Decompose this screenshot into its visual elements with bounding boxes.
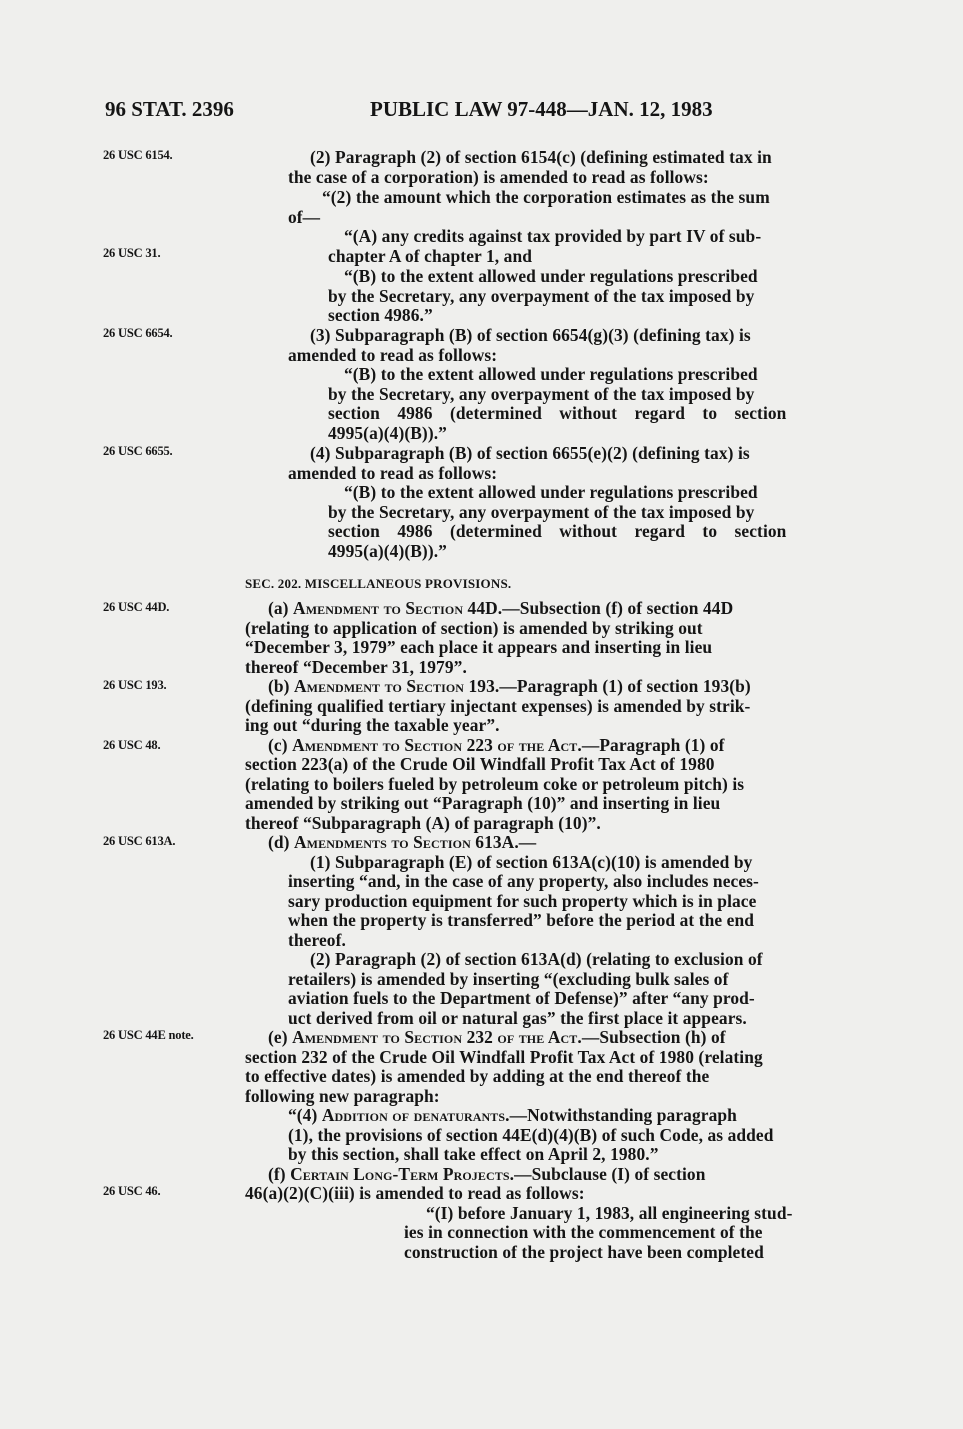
text-line: (b) Amendment to Section 193.—Paragraph (1) of section 193(b) [268, 676, 751, 696]
text-line: (a) Amendment to Section 44D.—Subsection (f) of section 44D [268, 598, 734, 618]
text-line: construction of the project have been completed [404, 1242, 764, 1262]
text-line: sary production equipment for such property which is in place [288, 891, 757, 911]
text-line: (1) Subparagraph (E) of section 613A(c)(10) is amended by [310, 852, 753, 872]
text-line: retailers) is amended by inserting “(excluding bulk sales of [288, 969, 729, 989]
text-line: chapter A of chapter 1, and [328, 246, 532, 266]
subsection-heading: Amendment to Section 223 of the Act. [292, 735, 582, 755]
text-line: by the Secretary, any overpayment of the tax imposed by [328, 384, 755, 404]
text-line: (defining qualified tertiary injectant expenses) is amended by strik- [245, 696, 751, 716]
text-line: “(4) Addition of denaturants.—Notwithstanding paragraph [288, 1105, 737, 1125]
text-line: section 232 of the Crude Oil Windfall Profit Tax Act of 1980 (relating [245, 1047, 763, 1067]
margin-citation: 26 USC 6154. [103, 148, 173, 162]
text-line: (2) Paragraph (2) of section 6154(c) (defining estimated tax in [310, 147, 772, 167]
text-line: “(A) any credits against tax provided by part IV of sub- [344, 226, 762, 246]
stat-page-number: 96 STAT. 2396 [105, 97, 234, 121]
margin-citation: 26 USC 46. [103, 1184, 161, 1198]
margin-citation: 26 USC 44E note. [103, 1028, 194, 1042]
margin-citation: 26 USC 193. [103, 678, 167, 692]
text-line: by this section, shall take effect on April 2, 1980.” [288, 1144, 659, 1164]
section-heading: SEC. 202. MISCELLANEOUS PROVISIONS. [245, 576, 512, 591]
text-line: (f) Certain Long-Term Projects.—Subclause (I) of section [268, 1164, 706, 1184]
text-line: “(2) the amount which the corporation estimates as the sum [322, 187, 770, 207]
text-line: (relating to application of section) is amended by striking out [245, 618, 703, 638]
text-line: thereof. [288, 930, 346, 950]
text-line: to effective dates) is amended by adding at the end thereof the [245, 1066, 710, 1086]
text-line: (1), the provisions of section 44E(d)(4)(B) of such Code, as added [288, 1125, 774, 1145]
text-line: (c) Amendment to Section 223 of the Act.—Paragraph (1) of [268, 735, 725, 755]
text-line: by the Secretary, any overpayment of the tax imposed by [328, 286, 755, 306]
text-line: amended to read as follows: [288, 463, 498, 483]
text-line: uct derived from oil or natural gas” the first place it appears. [288, 1008, 747, 1028]
subsection-heading: Amendment to Section 193. [294, 676, 500, 696]
text-line: aviation fuels to the Department of Defense)” after “any prod- [288, 988, 755, 1008]
text-line: “(B) to the extent allowed under regulations prescribed [344, 266, 758, 286]
text-line: ing out “during the taxable year”. [245, 715, 500, 735]
text-line: “(B) to the extent allowed under regulations prescribed [344, 364, 758, 384]
text-line: “December 3, 1979” each place it appears and inserting in lieu [245, 637, 713, 657]
text-line: by the Secretary, any overpayment of the tax imposed by [328, 502, 755, 522]
text-line: (2) Paragraph (2) of section 613A(d) (relating to exclusion of [310, 949, 763, 969]
margin-citation: 26 USC 613A. [103, 834, 176, 848]
text-line: (3) Subparagraph (B) of section 6654(g)(3) (defining tax) is [310, 325, 751, 345]
text-line: amended by striking out “Paragraph (10)” and inserting in lieu [245, 793, 721, 813]
text-line: amended to read as follows: [288, 345, 498, 365]
margin-citation: 26 USC 6655. [103, 444, 173, 458]
subsection-heading: Certain Long-Term Projects. [290, 1164, 515, 1184]
text-line: (e) Amendment to Section 232 of the Act.—Subsection (h) of [268, 1027, 726, 1047]
text-line: section 4986 (determined without regard to section [328, 521, 787, 541]
text-line: thereof “Subparagraph (A) of paragraph (10)”. [245, 813, 601, 833]
text-line: thereof “December 31, 1979”. [245, 657, 467, 677]
text-line: (relating to boilers fueled by petroleum coke or petroleum pitch) is [245, 774, 745, 794]
margin-citation: 26 USC 31. [103, 246, 161, 260]
text-line: section 4986.” [328, 305, 433, 325]
text-line: the case of a corporation) is amended to read as follows: [288, 167, 709, 187]
text-line: when the property is transferred” before the period at the end [288, 910, 755, 930]
public-law-title: PUBLIC LAW 97-448—JAN. 12, 1983 [370, 97, 713, 121]
text-line: (d) Amendments to Section 613A.— [268, 832, 537, 852]
subsection-heading: Amendments to Section 613A. [294, 832, 519, 852]
text-line: “(I) before January 1, 1983, all engineering stud- [426, 1203, 793, 1223]
text-line: 4995(a)(4)(B)).” [328, 423, 447, 443]
text-line: of— [288, 207, 321, 227]
subsection-heading: Amendment to Section 232 of the Act. [292, 1027, 582, 1047]
text-line: section 4986 (determined without regard to section [328, 403, 787, 423]
text-line: 46(a)(2)(C)(iii) is amended to read as follows: [245, 1183, 585, 1203]
paragraph-heading: Addition of denaturants. [321, 1105, 510, 1125]
subsection-heading: Amendment to Section 44D. [293, 598, 503, 618]
text-line: inserting “and, in the case of any property, also includes neces- [288, 871, 759, 891]
margin-citation: 26 USC 48. [103, 738, 161, 752]
text-line: “(B) to the extent allowed under regulations prescribed [344, 482, 758, 502]
text-line: section 223(a) of the Crude Oil Windfall Profit Tax Act of 1980 [245, 754, 715, 774]
text-line: ies in connection with the commencement of the [404, 1222, 763, 1242]
text-line: (4) Subparagraph (B) of section 6655(e)(2) (defining tax) is [310, 443, 750, 463]
text-line: 4995(a)(4)(B)).” [328, 541, 447, 561]
text-line: following new paragraph: [245, 1086, 440, 1106]
margin-citation: 26 USC 6654. [103, 326, 173, 340]
margin-citation: 26 USC 44D. [103, 600, 170, 614]
